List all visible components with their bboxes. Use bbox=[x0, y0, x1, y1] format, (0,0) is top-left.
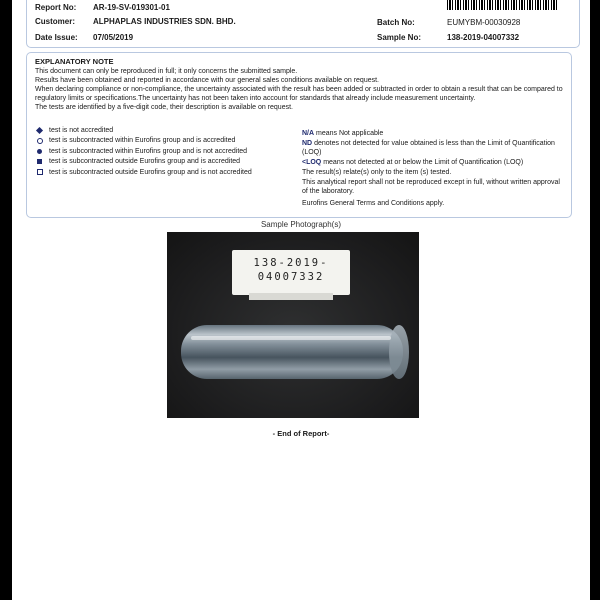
batch-value: EUMYBM-00030928 bbox=[447, 18, 521, 27]
legend-text: test is subcontracted within Eurofins group and is not accredited bbox=[49, 147, 248, 155]
sample-label-card bbox=[232, 250, 350, 295]
definition-text: means Not applicable bbox=[314, 130, 384, 137]
sample-label-line-1: 138-2019- bbox=[253, 257, 329, 269]
photo-title: Sample Photograph(s) bbox=[260, 220, 342, 229]
definition-abbr: N/A bbox=[302, 130, 315, 137]
statement: This analytical report shall not be reproduced except in full, without written approval of the laboratory. bbox=[302, 179, 560, 195]
film-roll bbox=[181, 325, 403, 379]
end-of-report: - End of Report- bbox=[272, 429, 330, 438]
square-open-icon bbox=[35, 169, 44, 175]
definitions bbox=[302, 129, 564, 209]
note-paragraph: When declaring compliance or non-compliance, the uncertainty associated with the result has been added or subtracted in order to obtain a result that can be compared to regulatory limits or specifications.The uncertainty has not been taken into account for standards that already include measurement uncertainty. bbox=[35, 86, 563, 102]
legend-item bbox=[35, 157, 295, 168]
report-no-label: Report No: bbox=[35, 3, 77, 12]
sample-value: 138-2019-04007332 bbox=[447, 33, 520, 42]
statement: The result(s) relate(s) only to the item (s) tested. bbox=[302, 169, 452, 176]
note-paragraphs bbox=[35, 67, 563, 112]
legend-item bbox=[35, 125, 295, 136]
definition-item bbox=[302, 158, 564, 167]
definition-item bbox=[302, 129, 564, 138]
legend-text: test is subcontracted outside Eurofins group and is accredited bbox=[49, 158, 241, 166]
square-filled-icon bbox=[35, 159, 44, 164]
definition-abbr: ND bbox=[302, 140, 313, 147]
date-value: 07/05/2019 bbox=[93, 33, 134, 42]
right-border bbox=[590, 0, 600, 600]
left-border bbox=[0, 0, 12, 600]
definition-abbr: <LOQ bbox=[302, 159, 322, 166]
label-stand bbox=[249, 293, 333, 300]
customer-value: ALPHAPLAS INDUSTRIES SDN. BHD. bbox=[93, 17, 236, 26]
note-paragraph: The tests are identified by a five-digit code, their description is available on request. bbox=[35, 104, 293, 111]
sample-label: Sample No: bbox=[377, 33, 422, 42]
film-roll-end bbox=[389, 325, 409, 379]
film-roll-highlight bbox=[191, 336, 391, 340]
definition-text: denotes not detected for value obtained is less than the Limit of Quantification (LOQ) bbox=[302, 140, 555, 156]
legend-text: test is subcontracted within Eurofins group and is accredited bbox=[49, 137, 236, 145]
legend-text: test is not accredited bbox=[49, 126, 114, 134]
definition-item bbox=[302, 139, 564, 157]
sample-label-line-2: 04007332 bbox=[257, 271, 325, 283]
statement: Eurofins General Terms and Conditions apply. bbox=[302, 200, 445, 207]
note-paragraph: Results have been obtained and reported in accordance with our general sales conditions available on request. bbox=[35, 77, 380, 84]
date-label: Date Issue: bbox=[35, 33, 78, 42]
report-page bbox=[12, 0, 590, 600]
legend-text: test is subcontracted outside Eurofins group and is not accredited bbox=[49, 168, 252, 176]
circle-filled-icon bbox=[35, 149, 44, 154]
accreditation-legend bbox=[35, 125, 295, 178]
circle-open-icon bbox=[35, 138, 44, 144]
report-header bbox=[26, 0, 580, 48]
batch-label: Batch No: bbox=[377, 18, 415, 27]
diamond-filled-icon bbox=[35, 128, 44, 133]
legend-item bbox=[35, 136, 295, 147]
customer-label: Customer: bbox=[35, 17, 76, 26]
definition-text: means not detected at or below the Limit of Quantification (LOQ) bbox=[321, 159, 524, 166]
report-no-value: AR-19-SV-019301-01 bbox=[93, 3, 170, 12]
sample-photograph bbox=[167, 232, 419, 418]
note-title: EXPLANATORY NOTE bbox=[35, 57, 114, 66]
explanatory-note bbox=[26, 52, 572, 218]
note-paragraph: This document can only be reproduced in full; it only concerns the submitted sample. bbox=[35, 68, 298, 75]
barcode-icon bbox=[447, 0, 557, 10]
legend-item bbox=[35, 146, 295, 157]
legend-item bbox=[35, 167, 295, 178]
